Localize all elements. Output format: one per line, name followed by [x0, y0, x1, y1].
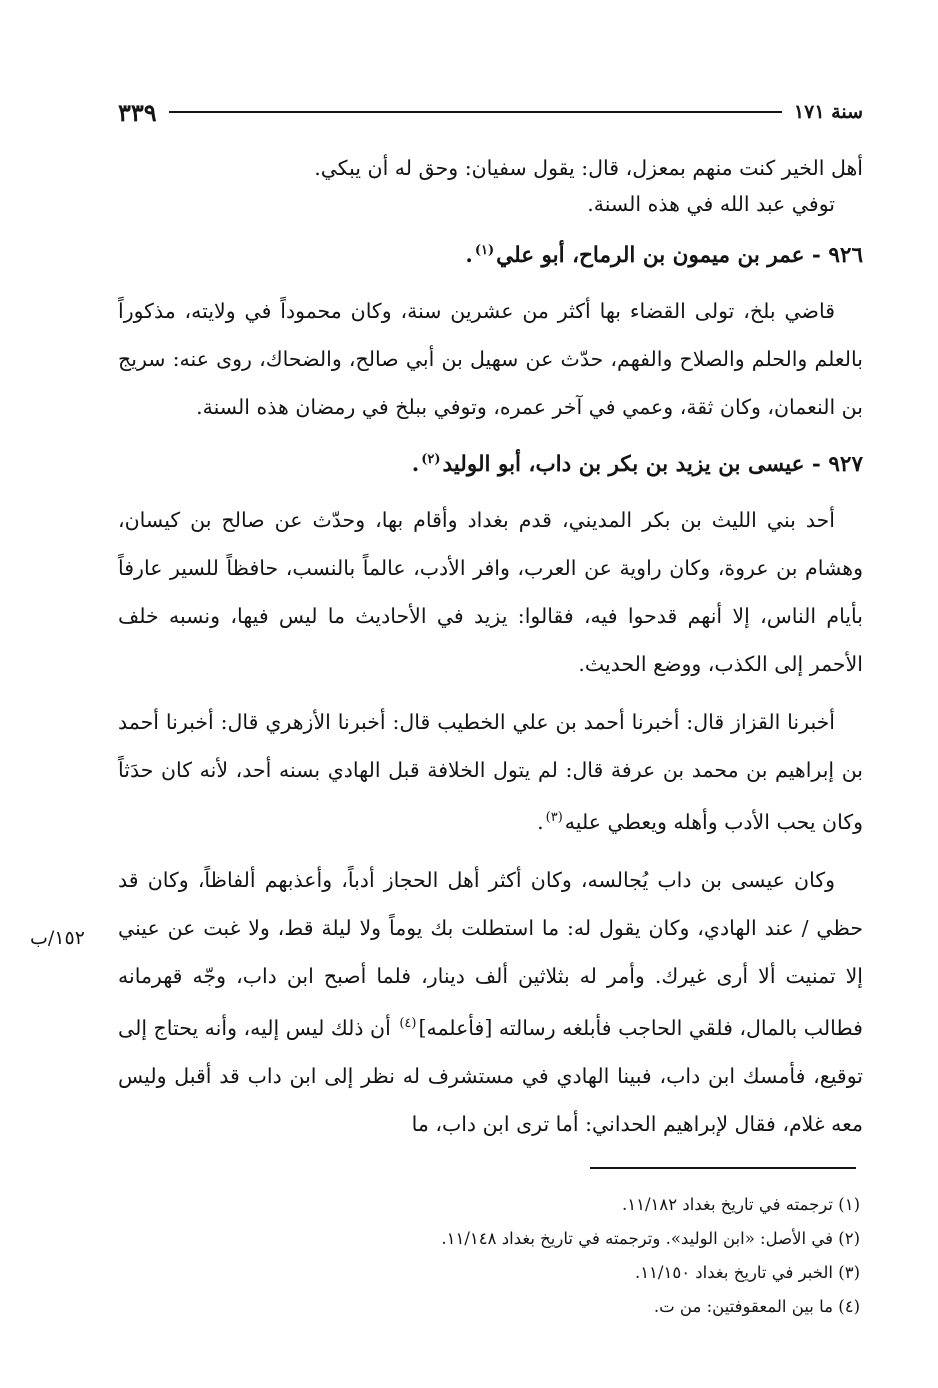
entry-heading-927: ٩٢٧ - عيسى بن يزيد بن بكر بن داب، أبو الوليد$^{(٢)}$. [411, 452, 863, 478]
footnotes [300, 1188, 860, 1324]
entry-926-body: قاضي بلخ، تولى القضاء بها أكثر من عشرين سنة، وكان محموداً في ولايته، مذكوراً بالعلم والحلم والصلاح والفهم، حدّث عن سهيل بن أبي صالح، والضحاك، روى عنه: سريج بن النعمان، وكان ثقة، وعمي في آخر عمره، وتوفي ببلخ في رمضان هذه السنة. [118, 299, 863, 420]
footnote-4: (٤) ما بين المعقوفتين: من ت. [653, 1297, 860, 1316]
footnote-ref-2: (٢) [421, 452, 441, 468]
footnote-3: (٣) الخبر في تاريخ بغداد ١١/١٥٠. [634, 1263, 860, 1282]
entry-heading-926-text: ٩٢٦ - عمر بن ميمون بن الرماح، أبو علي [496, 243, 863, 269]
continued-line: أهل الخير كنت منهم بمعزل، قال: يقول سفيان: وحق له أن يبكي. [314, 156, 863, 180]
entry-927-body-3-text-b: أن ذلك ليس إليه، وأنه يحتاج إلى توقيع، فأمسك ابن داب، فبينا الهادي في مستشرف له نظر إلى ابن داب قد أقبل وليس معه غلام، فقال لإبراهيم الحداني: أما ترى ابن داب، ما [118, 1015, 863, 1136]
entry-927-body-2: أخبرنا القزاز قال: أخبرنا أحمد بن علي الخطيب قال: أخبرنا الأزهري قال: أخبرنا أحمد بن إبراهيم بن محمد بن عرفة قال: لم يتول الخلافة قبل الهادي بسنه أحد، لأنه كان حدَثاً وكان يحب الأدب وأهله ويعطي عليه$^{(٣)}$. [118, 710, 863, 835]
footnote-ref-1: (١) [474, 243, 495, 258]
header-year: سنة ١٧١ [793, 101, 863, 123]
entry-927-body-3 [118, 856, 863, 1148]
footnote-1: (١) ترجمته في تاريخ بغداد ١١/١٨٢. [622, 1195, 860, 1214]
footnote-2: (٢) في الأصل: «ابن الوليد». وترجمته في تاريخ بغداد ١١/١٤٨. [441, 1229, 860, 1248]
death-note: توفي عبد الله في هذه السنة. [587, 192, 835, 216]
page-number: ٣٣٩ [118, 97, 157, 127]
footnote-ref-3: (٣) [545, 810, 563, 826]
footnote-ref-4: (٤) [399, 1016, 417, 1032]
entry-927-body-2-text: أخبرنا القزاز قال: أخبرنا أحمد بن علي الخطيب قال: أخبرنا الأزهري قال: أخبرنا أحمد بن إبراهيم بن محمد بن عرفة قال: لم يتول الخلافة قبل الهادي بسنه أحد، لأنه كان حدَثاً وكان يحب الأدب وأهله ويعطي عليه [118, 710, 863, 835]
running-header [118, 92, 863, 132]
header-rule [169, 111, 782, 113]
entry-927-body-3-text-a: وكان عيسى بن داب يُجالسه، وكان أكثر أهل الحجاز أدباً، وأعذبهم ألفاظاً، وكان قد حظي / عند الهادي، وكان يقول له: ما استطلت بك يوماً ولا ليلة قط، ولا غبت عن عيني إلا تمنيت ألا أرى غيرك. وأمر له بثلاثين ألف دينار، فلما أصبح ابن داب، وجّه قهرمانه فطالب بالمال، فلقي الحاجب فأبلغه رسالته [فأعلمه] [118, 868, 863, 1040]
entry-heading-926: ٩٢٦ - عمر بن ميمون بن الرماح، أبو علي$^{(١)}$. [465, 243, 863, 269]
entry-927-body-1: أحد بني الليث بن بكر المديني، قدم بغداد وأقام بها، وحدّث عن صالح بن كيسان، وهشام بن عروة، وكان راوية عن العرب، وافر الأدب، عالماً بالنسب، حافظاً للسير عارفاً بأيام الناس، إلا أنهم قدحوا فيه، فقالوا: يزيد في الأحاديث ما ليس فيها، ونسبه خلف الأحمر إلى الكذب، ووضع الحديث. [118, 508, 863, 677]
entry-heading-927-text: ٩٢٧ - عيسى بن يزيد بن بكر بن داب، أبو الوليد [442, 452, 863, 478]
manuscript-folio-marker: ١٥٢/ب [30, 927, 85, 949]
main-text [118, 150, 863, 1158]
footnote-separator [590, 1167, 856, 1169]
